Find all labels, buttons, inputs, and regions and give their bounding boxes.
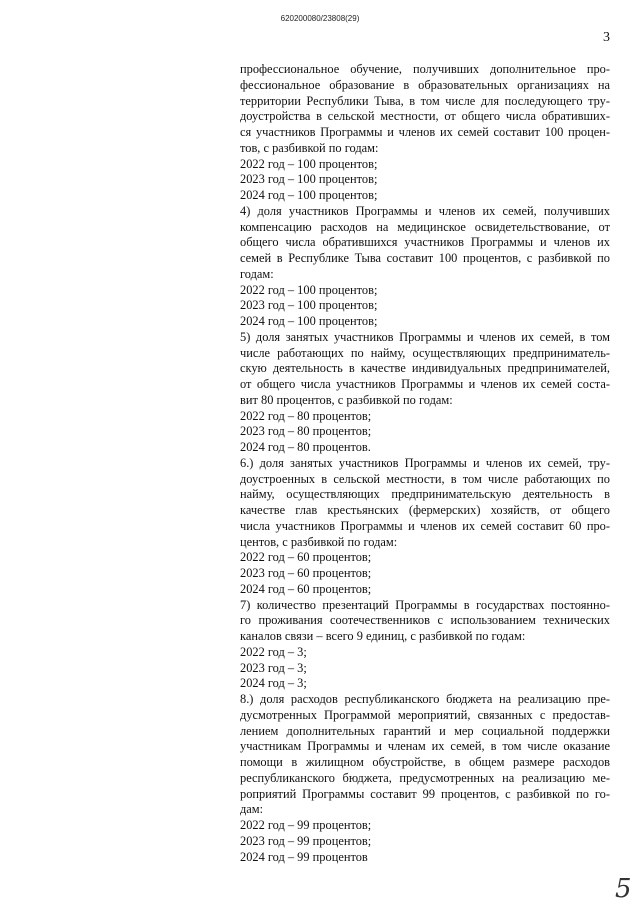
text-line: 2022 год – 99 процентов; [240,818,372,832]
text-line: 2022 год – 3; [240,644,307,659]
text-line: профессиональное обучение, получивших дополнительное про- [240,62,610,76]
handwritten-page-mark: 5 [615,874,632,904]
text-line: числе работающих по найму, осуществляющих предприниматель- [240,345,610,360]
text-line: числа участников Программы и членов их семей составит 60 про- [240,518,610,533]
text-line: 2023 год – 100 процентов; [240,172,378,187]
text-line: 2024 год – 100 процентов; [240,188,378,202]
text-line: 2022 год – 60 процентов; [240,550,372,565]
page-number: 3 [603,30,610,45]
text-line: годам: [240,266,274,281]
text-line: 2024 год – 99 процентов [240,849,368,864]
text-line: 2022 год – 100 процентов; [240,282,378,297]
text-line: центов, с разбивкой по годам: [240,534,398,549]
text-line: доустройства в сельской местности, от общего числа обратившиx- [240,109,610,124]
text-line: качестве глав крестьянских (фермерских) хозяйств, от общего [240,503,610,517]
text-line: 2022 год – 80 процентов; [240,408,372,423]
text-line: дам: [240,802,264,817]
text-line: 5) доля занятых участников Программы и членов их семей, в том [240,329,610,344]
text-line: 2024 год – 3; [240,676,307,691]
text-line: 7) количество презентаций Программы в государствах постоянно- [240,597,610,612]
text-line: участникам Программы и членам их семей, в том числе оказание [240,739,610,754]
text-line: компенсацию расходов на медицинское освидетельствование, от [240,219,610,234]
text-line: го проживания соотечественников с использованием технических [240,613,610,628]
text-line: 2024 год – 100 процентов; [240,314,378,328]
text-line: каналов связи – всего 9 единиц, с разбивкой по годам: [240,629,526,643]
text-line: 2023 год – 99 процентов; [240,833,372,848]
text-line: от общего числа участников Программы и членов их семей соста- [240,377,610,391]
text-line: республиканского бюджета, предусмотренных на реализацию ме- [240,770,610,785]
text-line: тов, с разбивкой по годам: [240,140,379,155]
text-line: помощи в жилищном обустройстве, в общем размере расходов [240,755,610,769]
text-line: 2023 год – 60 процентов; [240,566,372,580]
document-id: 620200080/23808(29) [280,14,360,23]
text-line: доустроенных в сельской местности, в том числе работающих по [240,471,610,486]
text-line: 6.) доля занятых участников Программы и членов их семей, тру- [240,455,610,470]
text-line: фессиональное образование в образовательных организациях на [240,77,610,92]
text-line: 2023 год – 3; [240,660,307,675]
text-line: ся участников Программы и членов их семей составит 100 процен- [240,125,610,139]
text-line: найму, осуществляющих предпринимательскую деятельность в [240,487,610,502]
text-line: 4) доля участников Программы и членов их семей, получивших [240,203,610,218]
text-line: лением дополнительных гарантий и мер социальной поддержки [240,723,610,738]
text-line: дусмотренных Программой мероприятий, связанных с предостав- [240,707,610,722]
text-line: общего числа обратившихся участников Программы и членов их [240,235,610,250]
text-line: 2023 год – 100 процентов; [240,298,378,313]
text-line: роприятий Программы составит 99 процентов, с разбивкой по го- [240,786,610,801]
text-line: 2022 год – 100 процентов; [240,156,378,171]
text-line: 2024 год – 60 процентов; [240,581,372,596]
text-line: семей в Республике Тыва составит 100 процентов, с разбивкой по [240,251,610,265]
text-line: 8.) доля расходов республиканского бюджета на реализацию пре- [240,692,610,706]
text-line: вит 80 процентов, с разбивкой по годам: [240,392,453,407]
text-line: территории Республики Тыва, в том числе для последующего тру- [240,93,610,108]
text-line: 2023 год – 80 процентов; [240,424,372,439]
text-line: скую деятельность в качестве индивидуальных предпринимателей, [240,361,610,376]
document-body [240,62,610,865]
text-line: 2024 год – 80 процентов. [240,440,371,454]
